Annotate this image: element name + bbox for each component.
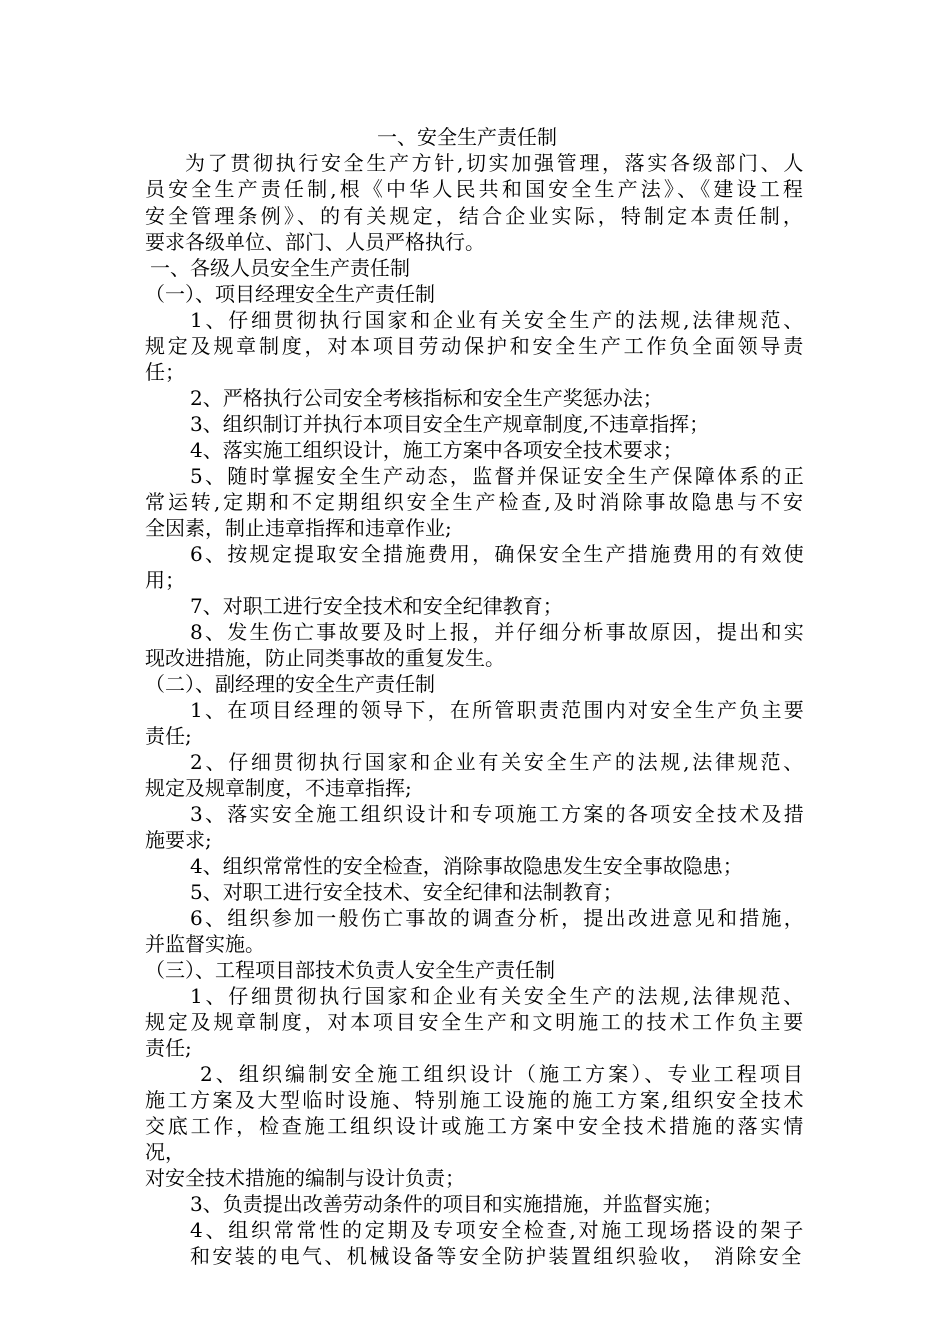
text-line: 现改进措施，防止同类事故的重复发生。 (145, 646, 505, 670)
text-line: 3、落实安全施工组织设计和专项施工方案的各项安全技术及措 (190, 802, 806, 826)
text-line: 对安全技术措施的编制与设计负责； (145, 1166, 465, 1190)
text-line: 责任; (145, 724, 192, 748)
text-line: 全因素，制止违章指挥和违章作业; (145, 516, 452, 540)
text-line: 常运转,定期和不定期组织安全生产检查,及时消除事故隐患与不安 (145, 490, 806, 514)
text-line: 要求各级单位、部门、人员严格执行。 (145, 230, 485, 254)
text-line: 3、负责提出改善劳动条件的项目和实施措施，并监督实施； (190, 1192, 723, 1216)
text-line: 2、仔细贯彻执行国家和企业有关安全生产的法规,法律规范、 (190, 750, 806, 774)
text-line: 和安装的电气、机械设备等安全防护装置组织验收， 消除安全 (190, 1244, 804, 1268)
text-line: 6、组织参加一般伤亡事故的调查分析，提出改进意见和措施， (190, 906, 806, 930)
text-line: 2、严格执行公司安全考核指标和安全生产奖惩办法； (190, 386, 663, 410)
text-line: 安全管理条例》、的有关规定，结合企业实际，特制定本责任制， (145, 204, 806, 228)
text-line: 7、对职工进行安全技术和安全纪律教育； (190, 594, 563, 618)
text-line: 4、落实施工组织设计，施工方案中各项安全技术要求； (190, 438, 683, 462)
text-line: 4、组织常常性的定期及专项安全检查,对施工现场搭设的架子 (190, 1218, 806, 1242)
text-line: 并监督实施。 (145, 932, 265, 956)
text-line: 1、在项目经理的领导下，在所管职责范围内对安全生产负主要 (190, 698, 806, 722)
text-line: （二）、副经理的安全生产责任制 (145, 672, 435, 696)
text-line: 1、仔细贯彻执行国家和企业有关安全生产的法规,法律规范、 (190, 308, 806, 332)
text-line: 为了贯彻执行安全生产方针,切实加强管理，落实各级部门、人 (185, 151, 806, 175)
text-line: 责任; (145, 1036, 192, 1060)
text-line: 3、组织制订并执行本项目安全生产规章制度,不违章指挥； (190, 412, 710, 436)
text-line: 规定及规章制度，对本项目安全生产和文明施工的技术工作负主要 (145, 1010, 806, 1034)
text-line: 5、对职工进行安全技术、安全纪律和法制教育； (190, 880, 623, 904)
text-line: 用； (145, 568, 185, 592)
text-line: 况， (145, 1140, 185, 1164)
text-line: （一）、项目经理安全生产责任制 (145, 282, 435, 306)
text-line: 1、仔细贯彻执行国家和企业有关安全生产的法规,法律规范、 (190, 984, 806, 1008)
text-line: 6、按规定提取安全措施费用，确保安全生产措施费用的有效使 (190, 542, 806, 566)
text-line: 2、组织编制安全施工组织设计（施工方案）、专业工程项目 (200, 1062, 806, 1086)
text-line: 规定及规章制度，不违章指挥; (145, 776, 412, 800)
text-line: 4、组织常常性的安全检查，消除事故隐患发生安全事故隐患； (190, 854, 743, 878)
document-title: 一、安全生产责任制 (377, 125, 557, 149)
text-line: 员安全生产责任制,根《中华人民共和国安全生产法》、《建设工程 (145, 177, 806, 201)
text-line: 一、各级人员安全生产责任制 (150, 256, 410, 280)
text-line: 施工方案及大型临时设施、特别施工设施的施工方案,组织安全技术 (145, 1088, 806, 1112)
text-line: 任； (145, 360, 185, 384)
text-line: （三）、工程项目部技术负责人安全生产责任制 (145, 958, 555, 982)
text-line: 交底工作，检查施工组织设计或施工方案中安全技术措施的落实情 (145, 1114, 806, 1138)
text-line: 5、随时掌握安全生产动态，监督并保证安全生产保障体系的正 (190, 464, 806, 488)
text-line: 规定及规章制度，对本项目劳动保护和安全生产工作负全面领导责 (145, 334, 806, 358)
text-line: 施要求; (145, 828, 212, 852)
text-line: 8、发生伤亡事故要及时上报，并仔细分析事故原因，提出和实 (190, 620, 806, 644)
